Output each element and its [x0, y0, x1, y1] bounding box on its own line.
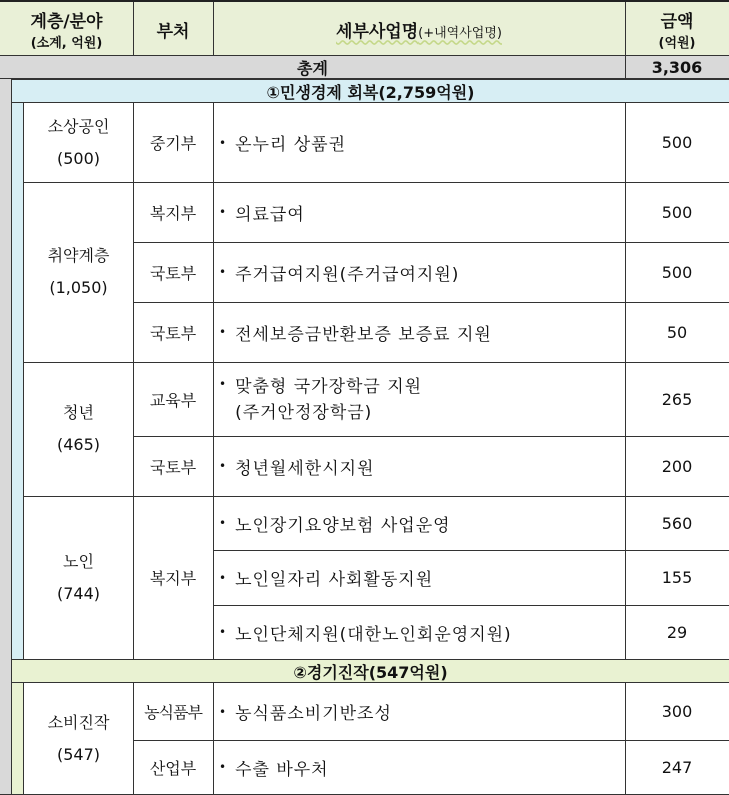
table-row — [213, 103, 625, 182]
table-row — [213, 496, 625, 550]
project-name: 수출 바우처 — [235, 759, 329, 780]
project-name: 주거급여지원(주거급여지원) — [235, 264, 460, 285]
project-name: 농식품소비기반조성 — [235, 704, 392, 724]
header-category — [0, 2, 133, 56]
amount-cell: 155 — [661, 568, 693, 587]
amount-cell: 29 — [666, 622, 688, 642]
bullet-icon: • — [219, 760, 228, 774]
project-name: 의료급여 — [235, 204, 305, 225]
header-project-title: 세부사업명 — [336, 21, 419, 42]
header-project-label — [336, 17, 502, 42]
group-vulnerable — [24, 182, 133, 362]
bullet-icon: • — [219, 570, 228, 585]
amount-cell: 500 — [661, 262, 693, 282]
total-label-text: 총계 — [297, 59, 328, 78]
bullet-icon: • — [219, 459, 228, 473]
group-subtotal: (500) — [56, 148, 101, 168]
group-subtotal: (547) — [56, 745, 101, 764]
group-name: 노인 — [63, 551, 94, 571]
amount-cell: 50 — [666, 322, 688, 342]
bullet-icon: • — [219, 325, 228, 339]
total-value — [625, 56, 729, 79]
department-cell: 중기부 — [149, 134, 197, 153]
group-youth — [24, 362, 133, 496]
amount-cell: 200 — [661, 456, 693, 476]
table-row — [213, 683, 625, 740]
department-cell: 복지부 — [149, 203, 197, 223]
group-subtotal: (744) — [56, 583, 101, 603]
group-small-business — [24, 103, 133, 182]
total-value-text: 3,306 — [651, 58, 703, 77]
department-cell: 국토부 — [149, 323, 197, 343]
table-row — [213, 740, 625, 794]
header-category-title: 계층/분야 — [30, 12, 103, 32]
section-frame-2 — [12, 683, 24, 795]
table-row — [213, 182, 625, 242]
section-frame-1 — [12, 103, 24, 659]
department-cell: 복지부 — [149, 569, 197, 588]
project-name: 청년월세한시지원 — [235, 458, 375, 479]
project-name: 전세보증금반환보증 보증료 지원 — [235, 324, 492, 345]
header-department — [133, 2, 213, 56]
table-row — [213, 550, 625, 605]
amount-cell: 500 — [661, 202, 693, 222]
section-header-1 — [12, 79, 729, 103]
section-title-2: ②경기진작(547억원) — [293, 662, 448, 682]
header-category-sub: (소계, 억원) — [30, 36, 103, 51]
header-project-sub: (+내역사업명) — [418, 25, 502, 41]
group-name: 소상공인 — [47, 116, 110, 136]
project-name: 노인단체지원(대한노인회운영지원) — [235, 624, 512, 645]
bullet-icon: • — [219, 135, 228, 150]
project-name: 노인일자리 사회활동지원 — [235, 570, 434, 590]
total-label — [0, 56, 625, 79]
project-name-multiline — [235, 374, 422, 426]
bullet-icon: • — [219, 516, 228, 530]
group-name: 소비진작 — [47, 713, 110, 732]
group-subtotal: (465) — [56, 435, 101, 454]
project-name: 온누리 상품권 — [235, 135, 347, 155]
group-name: 취약계층 — [47, 246, 110, 265]
project-name: 노인장기요양보험 사업운영 — [235, 515, 451, 536]
outer-frame — [0, 79, 12, 795]
header-department-label: 부처 — [156, 21, 190, 42]
department-cell: 농식품부 — [144, 703, 202, 722]
bullet-icon: • — [219, 377, 228, 391]
group-consumption — [24, 683, 133, 795]
table-row — [213, 362, 625, 436]
section-title-1: ①민생경제 회복(2,759억원) — [266, 82, 475, 102]
bullet-icon: • — [219, 625, 228, 639]
group-subtotal: (1,050) — [49, 278, 108, 297]
amount-cell: 247 — [661, 757, 693, 777]
header-amount-unit: (억원) — [658, 36, 696, 51]
section-header-2 — [12, 659, 729, 683]
department-cell: 산업부 — [149, 758, 197, 778]
bullet-icon: • — [219, 704, 228, 719]
project-name: 맞춤형 국가장학금 지원 — [235, 377, 423, 397]
department-cell: 국토부 — [149, 263, 197, 283]
amount-cell: 300 — [661, 702, 693, 721]
amount-cell: 560 — [661, 513, 693, 533]
header-amount-title: 금액 — [660, 12, 694, 32]
header-amount — [625, 2, 729, 56]
bullet-icon: • — [219, 205, 228, 219]
table-row — [213, 302, 625, 362]
table-row — [213, 242, 625, 302]
amount-cell: 265 — [661, 389, 693, 409]
amount-cell: 500 — [661, 133, 693, 152]
table-row — [213, 605, 625, 659]
group-elderly — [24, 496, 133, 659]
bullet-icon: • — [219, 265, 228, 279]
group-name: 청년 — [63, 403, 94, 422]
header-project — [213, 2, 625, 56]
table-row — [213, 436, 625, 496]
department-cell: 교육부 — [149, 390, 197, 410]
department-cell: 국토부 — [149, 457, 197, 477]
project-name-sub: (주거안정장학금) — [235, 403, 373, 423]
